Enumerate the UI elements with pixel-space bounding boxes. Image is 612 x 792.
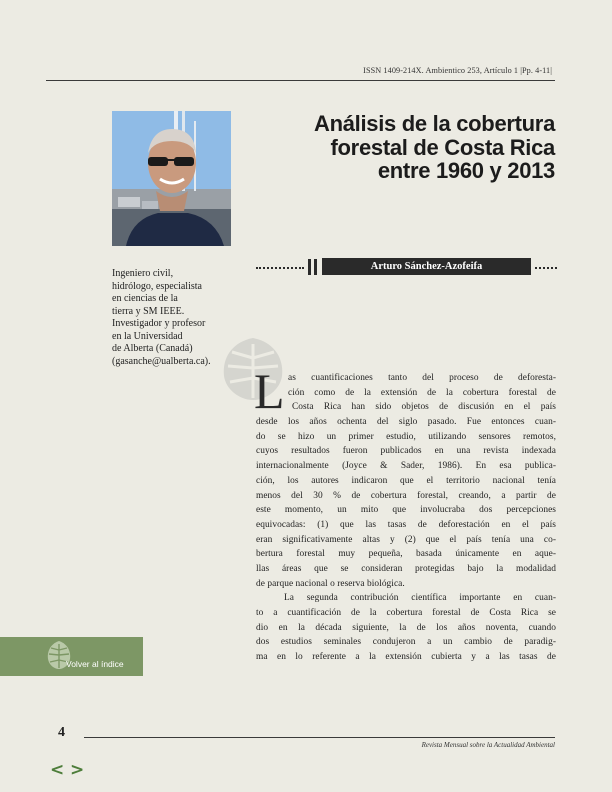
bio-line: tierra y SM IEEE. <box>112 305 185 317</box>
drop-cap: L <box>254 363 285 419</box>
body-line: menos del 30 % de cobertura forestal, creando, a partir de <box>256 490 556 501</box>
body-line: as cuantificaciones tanto del proceso de deforesta- <box>288 373 556 383</box>
article-title <box>262 112 555 183</box>
volver-indice-label: Volver al índice <box>66 659 124 669</box>
body-line: eran significativamente altas y (2) que el país tenía una co- <box>256 534 556 545</box>
body-line: ma en lo referente a la extensión cubierta y a las tasas de <box>256 652 556 663</box>
volver-indice-button[interactable] <box>0 637 143 676</box>
body-line: dio en la década siguiente, la de los años noventa, cuando <box>256 622 556 633</box>
bio-line: Ingeniero civil, <box>112 268 174 279</box>
bio-line: (gasanche@ualberta.ca). <box>112 355 211 367</box>
bio-line: hidrólogo, especialista <box>112 280 202 292</box>
article-body <box>254 363 556 665</box>
body-line: desde los años ochenta del siglo pasado. Fue entonces cuan- <box>256 417 556 428</box>
title-line: entre 1960 y 2013 <box>377 158 555 183</box>
header-meta: ISSN 1409-214X. Ambientico 253, Artículo 1 |Pp. 4-11| <box>363 66 552 75</box>
author-name: Arturo Sánchez-Azofeifa <box>322 258 531 275</box>
author-divider-dots-right <box>535 267 557 269</box>
bio-line: de Alberta (Canadá) <box>112 343 193 354</box>
body-line: llas áreas que se consideran protegidas bajo la modalidad <box>256 563 556 574</box>
body-line: ción como de la extensión de la cobertura forestal de <box>288 387 556 398</box>
body-line: bertura forestal muy pequeña, basada únicamente en aque- <box>256 549 556 560</box>
body-line: dos estudios seminales condujeron a un cambio de paradig- <box>256 637 556 648</box>
page-number: 4 <box>58 725 65 740</box>
bio-line: en ciencias de la <box>112 293 178 304</box>
footer-rule <box>84 737 555 738</box>
page-navigation <box>50 762 90 780</box>
body-line: do se hizo un primer estudio, utilizando sensores remotos, <box>256 431 556 442</box>
author-photo-illustration <box>112 111 231 246</box>
header-rule <box>46 80 555 81</box>
body-line: Costa Rica han sido objetos de discusión en el país <box>292 402 556 413</box>
author-divider-bars <box>308 259 320 275</box>
journal-name: Revista Mensual sobre la Actualidad Ambiental <box>421 741 555 749</box>
body-line: cuyos resultados fueron publicados en una revista indexada <box>256 446 556 457</box>
bio-line: Investigador y profesor <box>112 318 206 329</box>
author-divider-dots-left <box>256 267 304 269</box>
body-line: este momento, un mito que involucraba dos percepciones <box>256 505 556 516</box>
body-line: internacionalmente (Joyce & Sader, 1986). En esa publica- <box>256 461 556 472</box>
chevron-right-icon[interactable]: > <box>70 760 85 780</box>
body-line: La segunda contribución científica importante en cuan- <box>284 593 556 604</box>
body-line: ción, los autores indicaron que el territorio nacional tenía <box>256 475 556 486</box>
author-photo <box>112 111 231 246</box>
body-line: equivocadas: (1) que las tasas de deforestación en el país <box>256 519 556 530</box>
title-line: forestal de Costa Rica <box>330 134 555 160</box>
chevron-left-icon[interactable]: < <box>50 760 65 780</box>
body-line: to a cuantificación de la cobertura forestal de Costa Rica se <box>256 608 556 618</box>
body-line: de parque nacional o reserva biológica. <box>256 578 405 589</box>
bio-line: en la Universidad <box>112 330 183 342</box>
title-line: Análisis de la cobertura <box>314 111 555 136</box>
